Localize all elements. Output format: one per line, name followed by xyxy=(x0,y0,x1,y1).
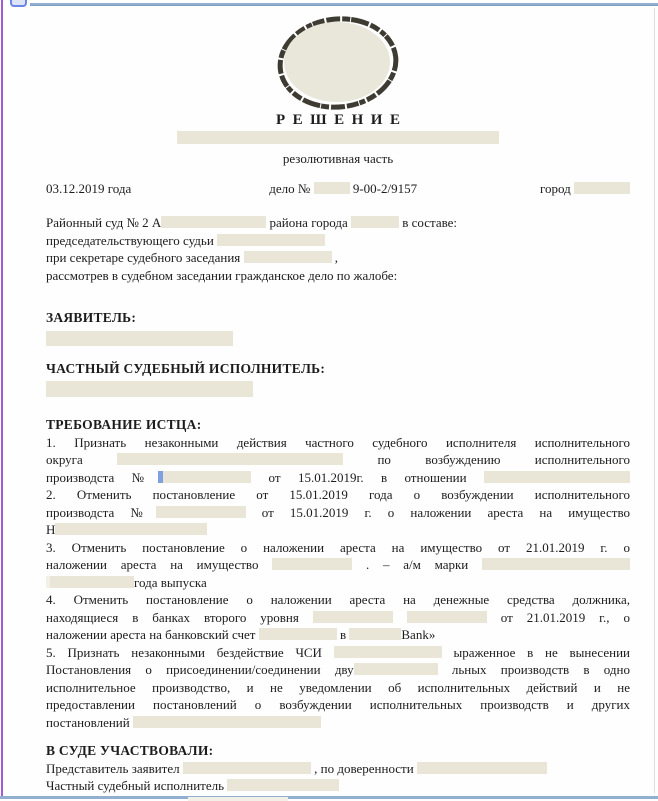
court-seal-stamp xyxy=(46,16,630,110)
redaction-bar xyxy=(349,628,401,640)
bailiff-heading: ЧАСТНЫЙ СУДЕБНЫЙ ИСПОЛНИТЕЛЬ: xyxy=(46,360,326,376)
doc-line: Постановления о присоединении/соединении дву льных производств в одно xyxy=(46,662,630,677)
doc-line xyxy=(46,795,630,801)
redaction-bar xyxy=(244,251,332,263)
document-subtitle: резолютивная часть xyxy=(282,151,394,166)
redaction-bar xyxy=(407,611,487,623)
doc-line: Частный судебный исполнитель xyxy=(46,777,630,795)
court-intro-paragraph xyxy=(46,214,630,284)
redaction-bar xyxy=(484,471,630,483)
redaction-bar xyxy=(351,216,399,228)
redaction-bar xyxy=(259,628,337,640)
doc-line: производста № от 15.01.2019г. в отношении xyxy=(46,469,630,487)
redaction-bar xyxy=(227,779,339,791)
doc-line: председательствующего судьи xyxy=(46,232,630,250)
case-number: дело № 9-00-2/9157 xyxy=(269,180,418,196)
doc-line: наложении ареста на банковский счет в Bank» xyxy=(46,627,436,642)
claims-section xyxy=(46,416,630,731)
redaction-bar xyxy=(482,558,630,570)
redaction-bar xyxy=(50,576,134,588)
redaction-bar xyxy=(46,331,233,346)
doc-line: находящиеся в банках второго уровня от 21.01.2019 г., о xyxy=(46,609,630,625)
redaction-bar xyxy=(417,762,547,774)
claims-list xyxy=(46,434,630,732)
doc-line: Н xyxy=(46,521,630,539)
redaction-bar xyxy=(272,558,352,570)
meta-row xyxy=(46,180,630,198)
doc-line: наложении ареста на имущество . – а/м марки xyxy=(46,556,630,574)
doc-line: Представитель заявител , по доверенности xyxy=(46,760,630,778)
city: город xyxy=(540,180,630,198)
doc-line: при секретаре судебного заседания , xyxy=(46,250,339,265)
applicant-section xyxy=(46,309,630,349)
participants-section xyxy=(46,742,630,801)
doc-line: исполнительное производство, и не уведомлении об исполнительных действий и не xyxy=(46,679,630,695)
doc-line: округа по возбуждению исполнительного xyxy=(46,452,631,467)
redaction-bar xyxy=(334,646,442,658)
redaction-bar xyxy=(574,182,630,194)
redaction-bar xyxy=(117,453,343,465)
bailiff-name xyxy=(46,381,630,400)
redaction-bar xyxy=(183,762,311,774)
participants-list xyxy=(46,760,630,801)
document-title: РЕШЕНИЕ xyxy=(276,112,408,128)
doc-line: года выпуска xyxy=(46,574,630,592)
claims-heading: ТРЕБОВАНИЕ ИСТЦА: xyxy=(46,417,202,432)
doc-line: 5. Признать незаконными бездействие ЧСИ ыраженное в не вынесении xyxy=(46,644,630,660)
doc-line: 3. Отменить постановление о наложении ареста на имущество от 21.01.2019 г. о xyxy=(46,539,630,555)
redaction-bar xyxy=(161,216,266,228)
bailiff-section xyxy=(46,360,630,401)
doc-line: 4. Отменить постановление о наложении ареста на денежные средства должника, xyxy=(46,592,630,607)
doc-line: 2. Отменить постановление от 15.01.2019 года о возбуждении исполнительного xyxy=(46,487,630,502)
redaction-bar xyxy=(46,381,253,397)
redaction-bar xyxy=(217,234,325,246)
redaction-bar xyxy=(188,797,288,801)
redaction-bar xyxy=(314,182,350,194)
applicant-heading: ЗАЯВИТЕЛЬ: xyxy=(46,310,137,325)
applicant-name xyxy=(46,331,630,349)
decision-date: 03.12.2019 года xyxy=(46,180,132,196)
redaction-bar xyxy=(313,611,393,623)
doc-line: предоставлении постановлений о возбуждении исполнительных производств и других xyxy=(46,697,630,712)
doc-line: постановлений xyxy=(46,714,630,732)
redaction-bar xyxy=(156,506,246,518)
doc-line: 1. Признать незаконными действия частного судебного исполнителя исполнительного xyxy=(46,434,630,450)
redaction-bar xyxy=(177,131,499,144)
redaction-bar xyxy=(133,716,321,728)
seal-icon xyxy=(270,16,406,110)
redaction-bar xyxy=(55,523,207,535)
doc-line: производста № от 15.01.2019 г. о наложении ареста на имущество xyxy=(46,504,631,520)
doc-line: Районный суд № 2 А района города в составе: xyxy=(46,215,458,230)
doc-line: рассмотрев в судебном заседании гражданское дело по жалобе: xyxy=(46,267,398,283)
redaction-bar xyxy=(163,471,251,483)
participants-heading: В СУДЕ УЧАСТВОВАЛИ: xyxy=(46,743,214,758)
redaction-bar xyxy=(354,663,438,675)
